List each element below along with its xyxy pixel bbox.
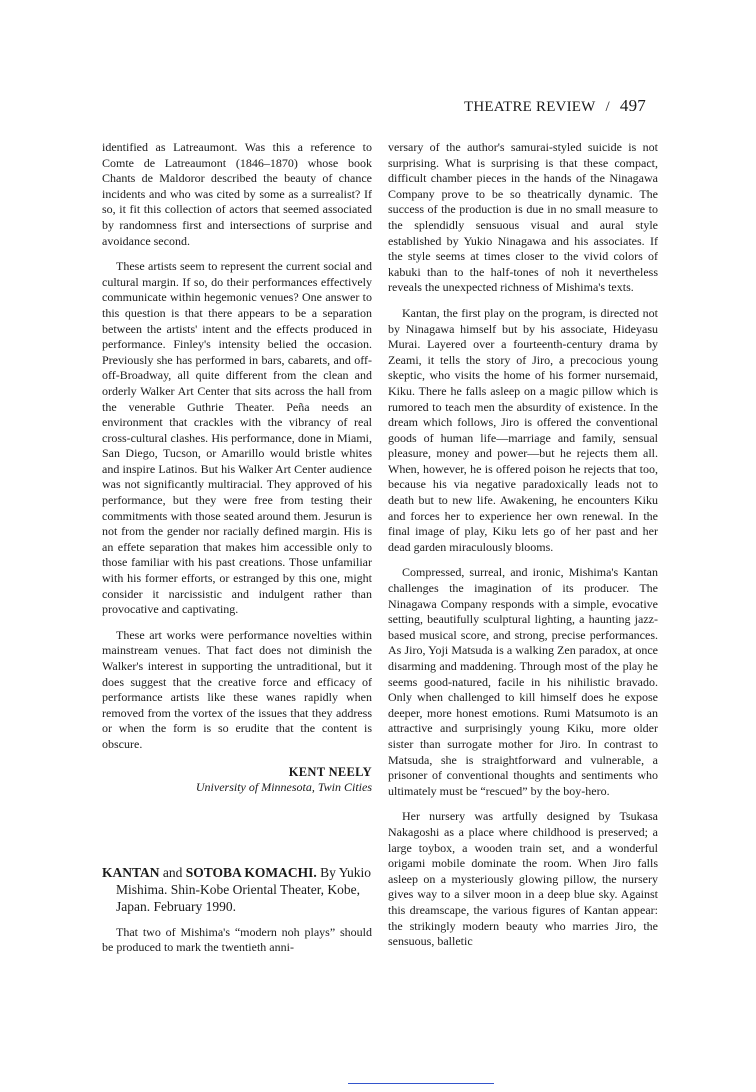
paragraph: identified as Latreaumont. Was this a reference to Comte de Latreaumont (1846–1870) whose book Chants de Maldoror described the beauty of chance incidents and who was cited by some as a surrealist? If so, it fit this collection of actors that seemed associated by randomness first and intersections of surprise and avoidance second.: [102, 140, 372, 248]
paragraph: versary of the author's samurai-styled suicide is not surprising. What is surprising is that these compact, difficult chamber pieces in the hands of the Ninagawa Company prove to be so theatrically dynamic. The success of the production is due in no small measure to the splendidly sensuous visual and aural style established by Yukio Ninagawa and his associates. If the style seems at times closer to the vivid colors of kabuki than to the half-tones of noh it nevertheless reveals the unexpected richness of Mishima's texts.: [388, 140, 658, 295]
author-affiliation: University of Minnesota, Twin Cities: [195, 780, 372, 795]
article-heading: [102, 864, 372, 915]
right-column: [388, 140, 658, 950]
paragraph: These art works were performance novelties within mainstream venues. That fact does not diminish the Walker's interest in supporting the untraditional, but it does suggest that the creative force and efficacy of performance artists like these wanes rapidly when removed from the vortex of the issues that they address or when the form is so erudite that the content is obscure.: [102, 627, 372, 751]
article-title-and: and: [162, 864, 183, 880]
page-number: 497: [619, 96, 646, 115]
article-byline: By Yukio Mishima. Shin-Kobe Oriental Theater, Kobe, Japan. February 1990.: [116, 864, 372, 914]
article-title-part2: SOTOBA KOMACHI.: [185, 864, 317, 880]
paragraph: Kantan, the first play on the program, is directed not by Ninagawa himself but by his associate, Hideyasu Murai. Layered over a fourteenth-century drama by Zeami, it tells the story of Jiro, a precocious young skeptic, who visits the home of his former nursemaid, Kiku. There he falls asleep on a magic pillow which is rumored to teach men the absurdity of existence. In the dream which follows, Jiro is offered the conventional goods of human life—marriage and family, sensual pleasure, money and power—but he rejects them all. When, however, he is offered poison he rejects that too, because his via negative paradoxically leads not to death but to new life. Awakening, he encounters Kiku and forces her to experience her own renewal. In the final image of play, Kiku lets go of her past and her dead garden miraculously blooms.: [388, 305, 658, 554]
paragraph: Her nursery was artfully designed by Tsukasa Nakagoshi as a place where childhood is preserved; a large toybox, a wooden train set, and a wonderful origami mobile dominate the room. When Jiro falls asleep on a mysteriously glowing pillow, the nursery gives way to a silver moon in a deep blue sky. Against this dreamscape, the various figures of Kantan appear: the strikingly modern beauty who marries Jiro, the sensuous, balletic: [388, 809, 658, 949]
paragraph: Compressed, surreal, and ironic, Mishima's Kantan challenges the imagination of its producer. The Ninagawa Company responds with a simple, evocative setting, beautifully sculptural lighting, a haunting jazz-based musical score, and strong, precise performances. As Jiro, Yoji Matsuda is a walking Zen paradox, at once disarming and maddening. Through most of the play he seems good-natured, facile in his nihilistic bravado. Only when challenged to kill himself does he expose deeper, more honest emotions. Rumi Matsumoto is an attractive and surprisingly young Kiku, more older sister than surrogate mother for Jiro. In contrast to Matsuda, she is straightforward and vulnerable, a prisoner of conventional thoughts and sentiments who ultimately must be “rescued” by the boy-hero.: [388, 565, 658, 798]
author-name: KENT NEELY: [288, 764, 372, 779]
article-title-part1: KANTAN: [102, 864, 160, 880]
footer-link-underline: [348, 1083, 494, 1084]
left-column: [102, 140, 372, 956]
header-separator: /: [605, 99, 610, 115]
paragraph: These artists seem to represent the current social and cultural margin. If so, do their performances effectively communicate within hegemonic venues? One answer to this question is that there appears to be a separation between the artists' intent and the effects produced in performance. Finley's intensity belied the occasion. Previously she has performed in bars, cabarets, and off-off-Broadway, all quite different from the clean and orderly Walker Art Center that sits across the hall from the venerable Guthrie Theater. Peña needs an environment that crackles with the vibrancy of real cross-cultural clashes. His performance, done in Miami, San Diego, Tucson, or Amarillo would bristle whites and inspire Latinos. But his Walker Art Center audience was not significantly multiracial. They approved of his performance, but they were free from testing their commitments with those seated around them. Jesurun is not from the gender nor racially defined margin. His is an effete separation that makes him accessible only to those familiar with his past creations. Those unfamiliar with his former efforts, or estranged by this one, might consider it narcissistic and indulgent rather than provocative and captivating.: [102, 259, 372, 617]
section-title: THEATRE REVIEW: [463, 99, 596, 115]
paragraph: That two of Mishima's “modern noh plays” should be produced to mark the twentieth anni-: [102, 924, 372, 955]
running-header: [464, 96, 646, 116]
author-signature: [102, 765, 372, 796]
